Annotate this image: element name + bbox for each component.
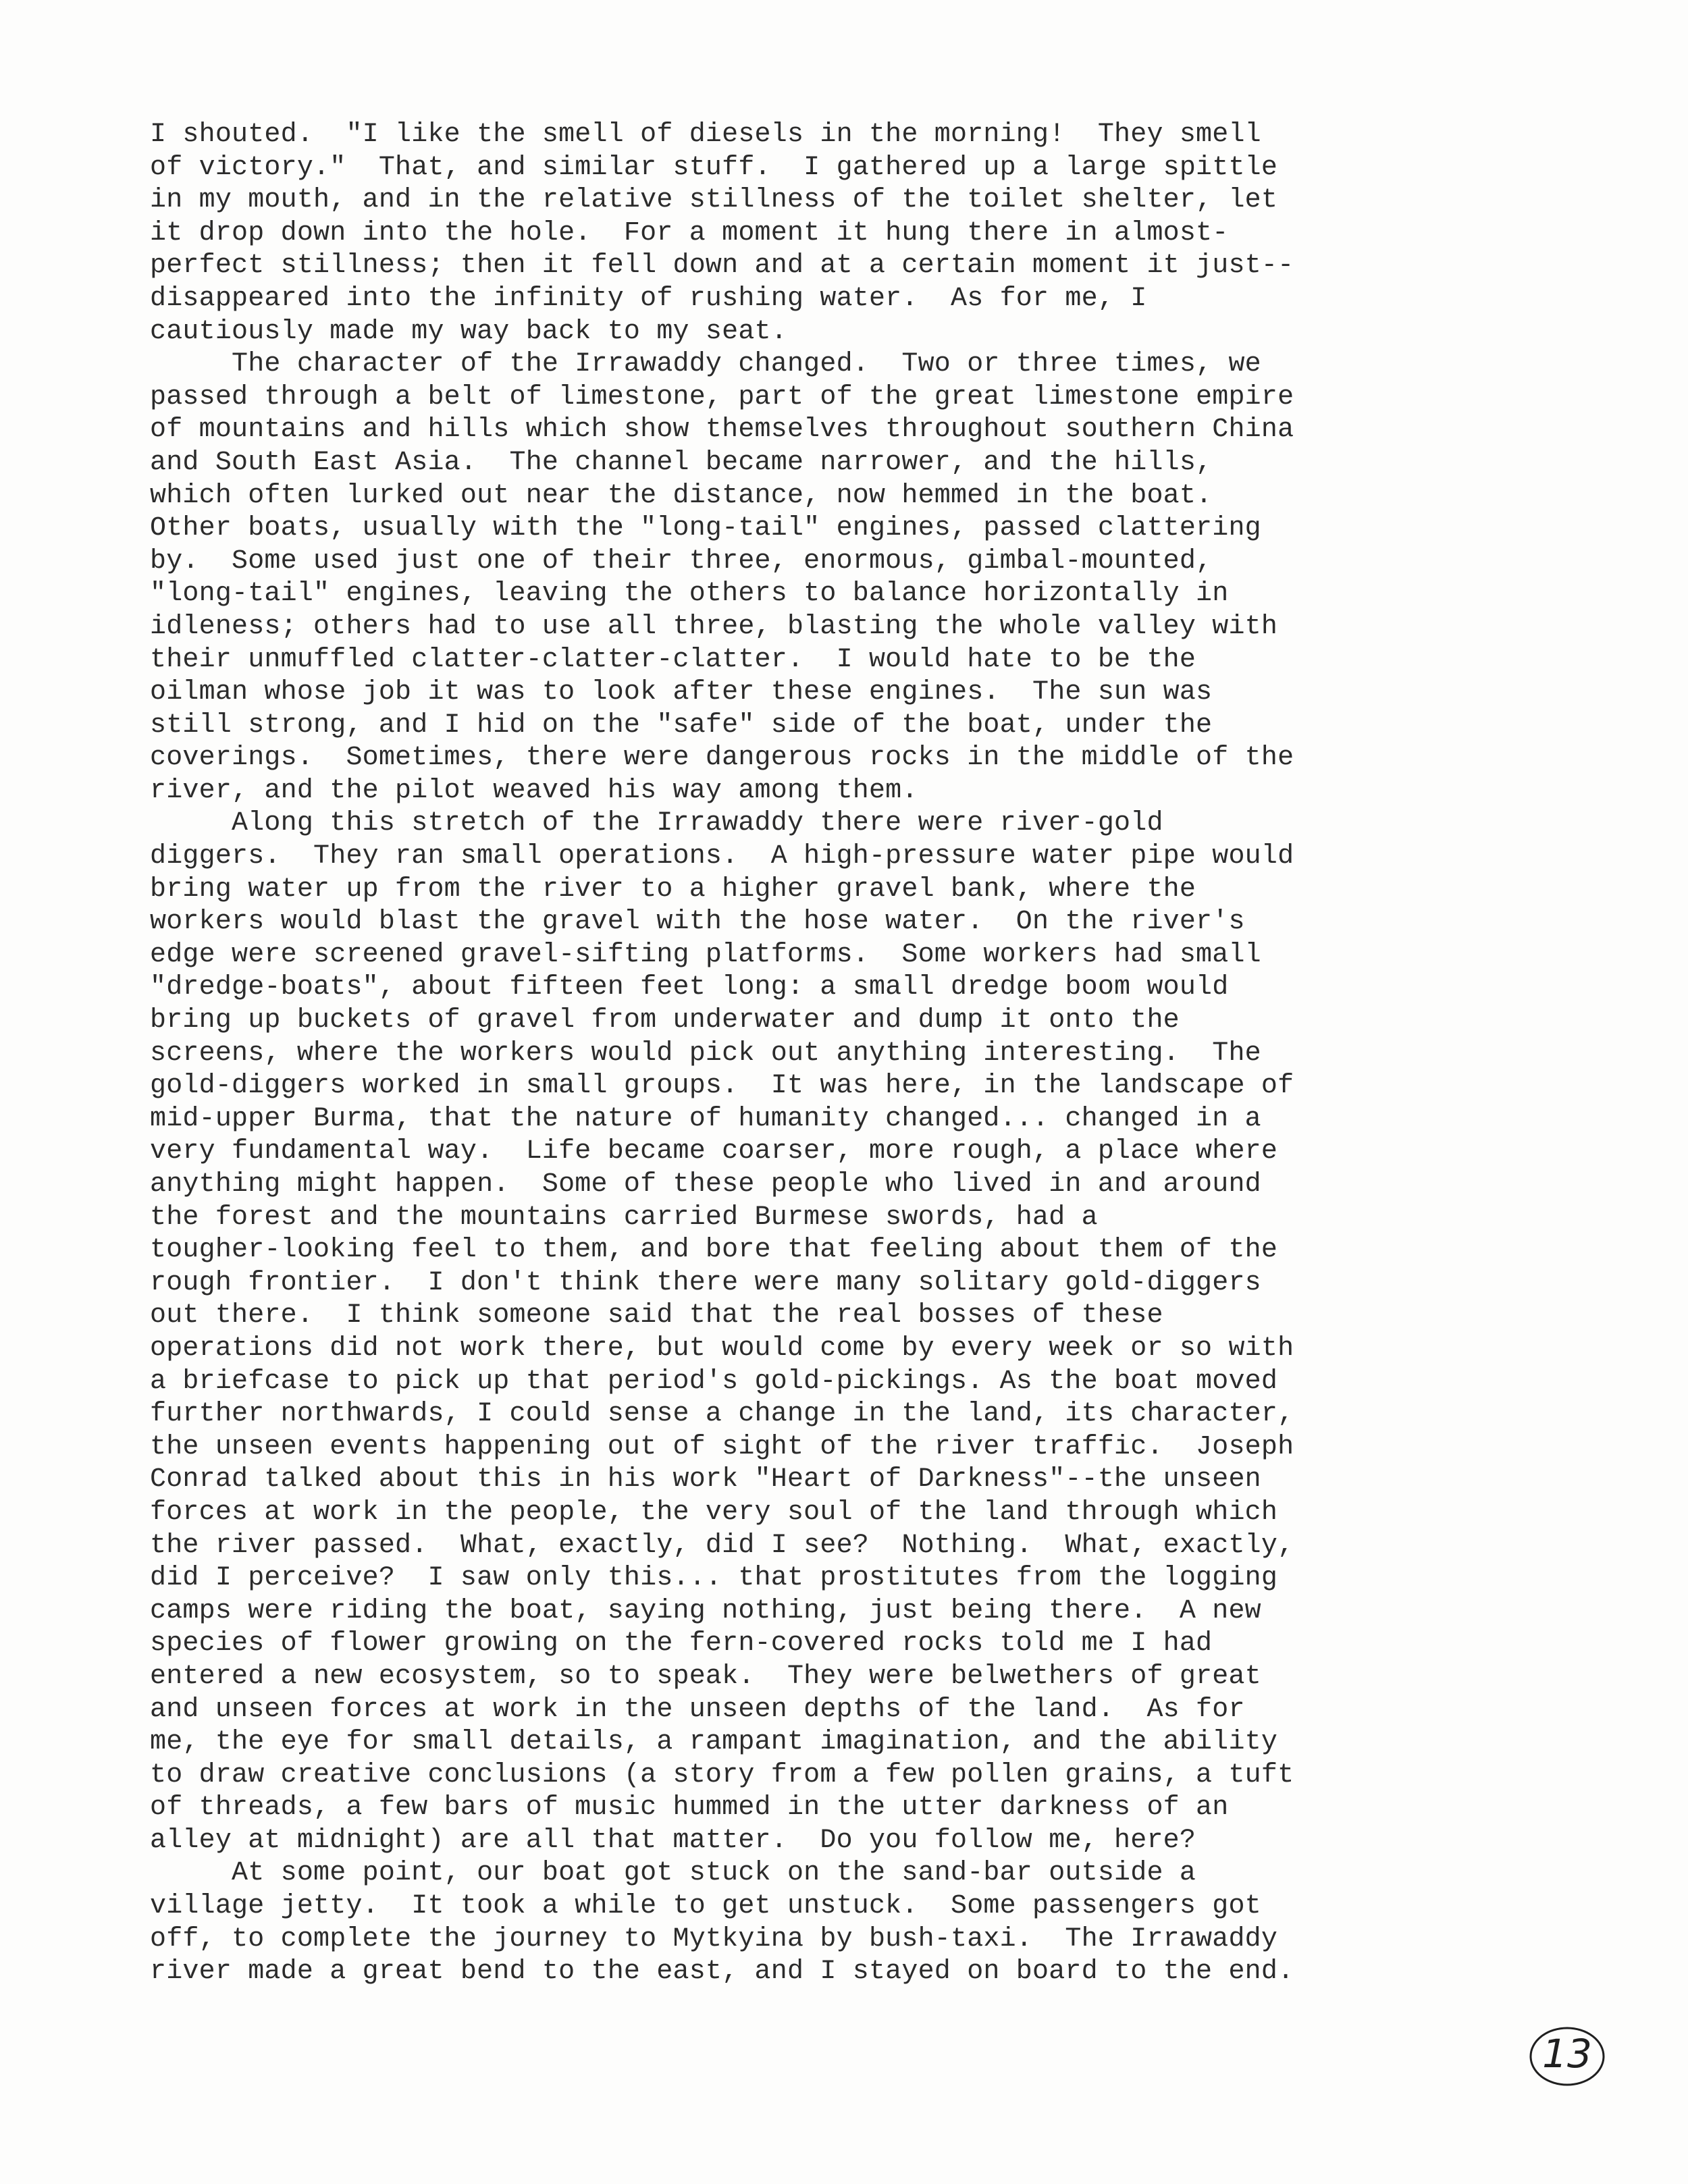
text-line: I shouted. "I like the smell of diesels in the morning! They smell <box>150 119 1261 150</box>
text-line: in my mouth, and in the relative stillness of the toilet shelter, let <box>150 185 1278 216</box>
text-line: workers would blast the gravel with the hose water. On the river's <box>150 907 1245 938</box>
page-number <box>1527 2024 1607 2089</box>
text-line: anything might happen. Some of these people who lived in and around <box>150 1169 1261 1200</box>
text-line: operations did not work there, but would come by every week or so with <box>150 1333 1294 1364</box>
text-line: species of flower growing on the fern-covered rocks told me I had <box>150 1628 1213 1659</box>
text-line: the river passed. What, exactly, did I see? Nothing. What, exactly, <box>150 1530 1294 1561</box>
text-line: coverings. Sometimes, there were dangerous rocks in the middle of the <box>150 743 1294 774</box>
text-line: out there. I think someone said that the real bosses of these <box>150 1300 1163 1331</box>
text-line: Conrad talked about this in his work "Heart of Darkness"--the unseen <box>150 1464 1261 1495</box>
text-line: tougher-looking feel to them, and bore that feeling about them of the <box>150 1235 1278 1266</box>
text-line: further northwards, I could sense a change in the land, its character, <box>150 1399 1294 1430</box>
text-line: At some point, our boat got stuck on the sand-bar outside a <box>150 1858 1196 1889</box>
text-line: it drop down into the hole. For a moment it hung there in almost- <box>150 217 1229 248</box>
text-line: very fundamental way. Life became coarser, more rough, a place where <box>150 1136 1278 1167</box>
text-line: entered a new ecosystem, so to speak. They were belwethers of great <box>150 1661 1261 1692</box>
text-line: screens, where the workers would pick out anything interesting. The <box>150 1038 1261 1069</box>
text-line: oilman whose job it was to look after these engines. The sun was <box>150 677 1213 708</box>
text-line: The character of the Irrawaddy changed. Two or three times, we <box>150 349 1261 380</box>
text-line: idleness; others had to use all three, blasting the whole valley with <box>150 611 1278 642</box>
text-line: their unmuffled clatter-clatter-clatter. I would hate to be the <box>150 644 1196 675</box>
body-text <box>150 119 1575 1989</box>
text-line: and South East Asia. The channel became narrower, and the hills, <box>150 447 1213 478</box>
text-line: a briefcase to pick up that period's gold-pickings. As the boat moved <box>150 1366 1278 1397</box>
text-line: the unseen events happening out of sight of the river traffic. Joseph <box>150 1431 1294 1462</box>
text-line: village jetty. It took a while to get unstuck. Some passengers got <box>150 1891 1261 1922</box>
text-line: river, and the pilot weaved his way among them. <box>150 775 918 806</box>
text-line: Other boats, usually with the "long-tail" engines, passed clattering <box>150 513 1261 544</box>
text-line: which often lurked out near the distance, now hemmed in the boat. <box>150 480 1213 511</box>
text-line: to draw creative conclusions (a story from a few pollen grains, a tuft <box>150 1759 1294 1790</box>
text-line: camps were riding the boat, saying nothing, just being there. A new <box>150 1595 1261 1626</box>
text-line: "long-tail" engines, leaving the others to balance horizontally in <box>150 579 1229 610</box>
text-line: bring up buckets of gravel from underwater and dump it onto the <box>150 1005 1180 1036</box>
page-number-label: 13 <box>1542 2031 1592 2077</box>
text-line: me, the eye for small details, a rampant imagination, and the ability <box>150 1727 1278 1758</box>
text-line: and unseen forces at work in the unseen depths of the land. As for <box>150 1694 1245 1725</box>
text-line: of victory." That, and similar stuff. I gathered up a large spittle <box>150 152 1278 183</box>
text-line: mid-upper Burma, that the nature of humanity changed... changed in a <box>150 1103 1261 1134</box>
text-line: disappeared into the infinity of rushing water. As for me, I <box>150 283 1147 314</box>
text-line: "dredge-boats", about fifteen feet long: a small dredge boom would <box>150 972 1229 1003</box>
text-line: cautiously made my way back to my seat. <box>150 316 787 347</box>
text-line: rough frontier. I don't think there were many solitary gold-diggers <box>150 1267 1261 1298</box>
text-line: passed through a belt of limestone, part of the great limestone empire <box>150 381 1294 412</box>
text-line: off, to complete the journey to Mytkyina by bush-taxi. The Irrawaddy <box>150 1923 1278 1954</box>
text-line: edge were screened gravel-sifting platforms. Some workers had small <box>150 939 1261 970</box>
text-line: did I perceive? I saw only this... that prostitutes from the logging <box>150 1563 1278 1594</box>
text-line: of threads, a few bars of music hummed in the utter darkness of an <box>150 1792 1229 1823</box>
text-line: forces at work in the people, the very soul of the land through which <box>150 1497 1278 1528</box>
text-line: alley at midnight) are all that matter. Do you follow me, here? <box>150 1825 1196 1856</box>
text-line: Along this stretch of the Irrawaddy there were river-gold <box>150 808 1163 839</box>
text-line: diggers. They ran small operations. A high-pressure water pipe would <box>150 841 1294 872</box>
text-line: by. Some used just one of their three, enormous, gimbal-mounted, <box>150 545 1213 577</box>
text-line: river made a great bend to the east, and I stayed on board to the end. <box>150 1956 1294 1988</box>
text-line: of mountains and hills which show themselves throughout southern China <box>150 415 1294 446</box>
text-line: the forest and the mountains carried Burmese swords, had a <box>150 1202 1098 1233</box>
text-line: bring water up from the river to a higher gravel bank, where the <box>150 874 1196 905</box>
text-line: gold-diggers worked in small groups. It was here, in the landscape of <box>150 1071 1294 1102</box>
text-line: perfect stillness; then it fell down and at a certain moment it just-- <box>150 250 1294 282</box>
text-line: still strong, and I hid on the "safe" side of the boat, under the <box>150 710 1213 741</box>
